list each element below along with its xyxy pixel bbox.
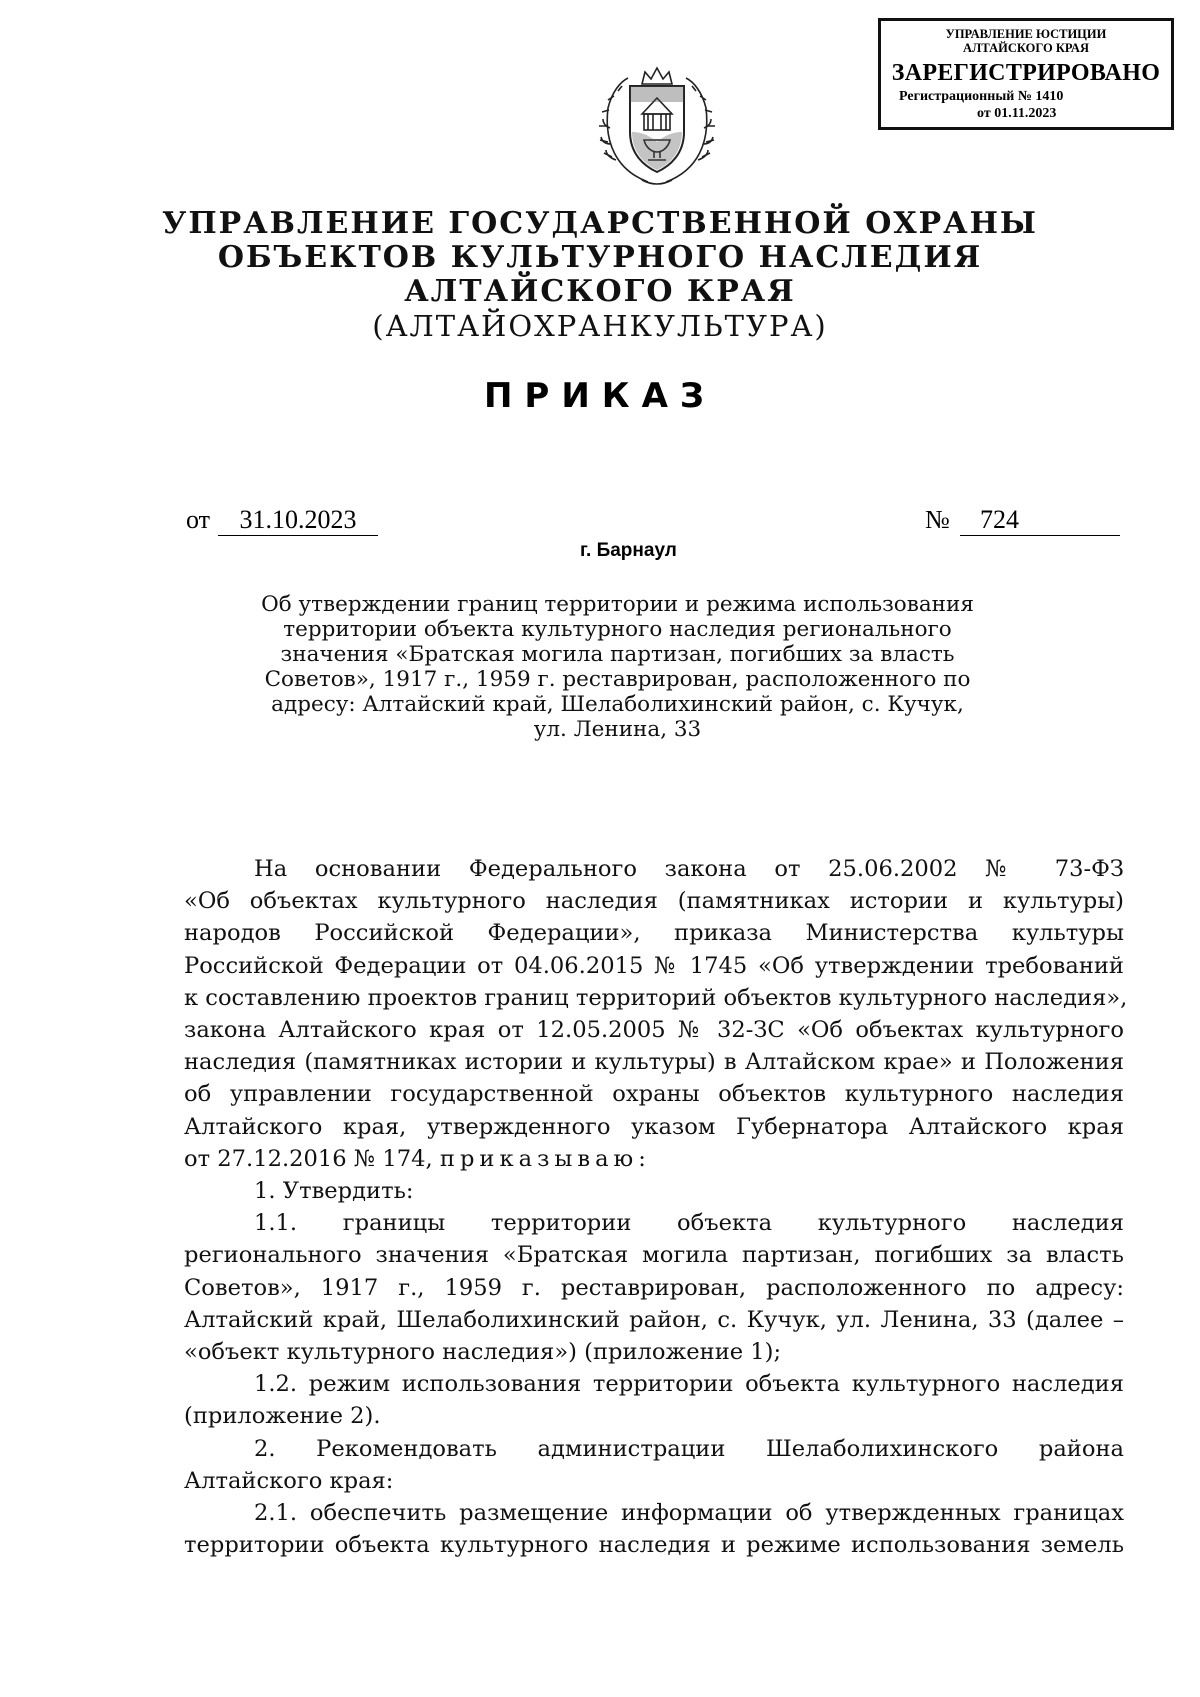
body-line: Алтайского края:: [184, 1467, 394, 1494]
stamp-authority-line2: АЛТАЙСКОГО КРАЯ: [963, 41, 1089, 55]
stamp-authority-line1: УПРАВЛЕНИЕ ЮСТИЦИИ: [945, 27, 1107, 41]
order-number: 724: [960, 505, 1120, 536]
body-line: 2. Рекомендовать администрации Шелаболихинского района: [254, 1435, 1124, 1462]
body-line: [184, 1143, 1124, 1175]
body-line: Алтайского края, утвержденного указом Губернатора Алтайского края: [184, 1113, 1124, 1140]
registration-stamp: [878, 18, 1174, 130]
date-prefix: от: [186, 505, 211, 534]
body-line: 1. Утвердить:: [254, 1178, 414, 1205]
title-line: ул. Ленина, 33: [533, 717, 702, 742]
issue-city: г. Барнаул: [580, 540, 677, 561]
title-line: адресу: Алтайский край, Шелаболихинский район, с. Кучук,: [271, 692, 964, 717]
body-line: регионального значения «Братская могила партизан, погибших за власть: [184, 1242, 1124, 1269]
title-line: Советов», 1917 г., 1959 г. реставрирован, расположенного по: [264, 667, 971, 692]
order-word: приказываю:: [439, 1145, 651, 1172]
document-type-title: ПРИКАЗ: [483, 376, 717, 416]
body-line: На основании Федерального закона от 25.06.2002 № 73-ФЗ: [254, 856, 1124, 882]
stamp-reg-number: Регистрационный № 1410: [899, 89, 1064, 104]
body-line-text: от 27.12.2016 № 174,: [184, 1145, 433, 1172]
agency-name-line1: УПРАВЛЕНИЕ ГОСУДАРСТВЕННОЙ ОХРАНЫ: [162, 206, 1038, 241]
body-line: 2.1. обеспечить размещение информации об утвержденных границах: [254, 1500, 1124, 1527]
body-line: народов Российской Федерации», приказа Министерства культуры: [184, 920, 1124, 947]
body-line: Алтайский край, Шелаболихинский район, с. Кучук, ул. Ленина, 33 (далее –: [184, 1306, 1124, 1333]
body-line: Советов», 1917 г., 1959 г. реставрирован, расположенного по адресу:: [184, 1274, 1124, 1301]
order-date: 31.10.2023: [218, 505, 378, 536]
body-line: к составлению проектов границ территорий объектов культурного наследия»,: [184, 984, 1128, 1011]
body-line: наследия (памятниках истории и культуры) в Алтайском крае» и Положения: [184, 1049, 1124, 1076]
order-body: [184, 853, 1128, 1561]
title-line: территории объекта культурного наследия регионального: [283, 617, 952, 642]
order-title: [200, 592, 1035, 742]
body-line: 1.2. режим использования территории объекта культурного наследия: [254, 1371, 1124, 1398]
body-line: закона Алтайского края от 12.05.2005 № 32-ЗС «Об объектах культурного: [184, 1017, 1124, 1044]
agency-name-line2: ОБЪЕКТОВ КУЛЬТУРНОГО НАСЛЕДИЯ: [217, 240, 983, 275]
body-line: территории объекта культурного наследия и режиме использования земель: [184, 1532, 1124, 1559]
coat-of-arms-icon: [598, 62, 716, 188]
stamp-reg-date: от 01.11.2023: [977, 106, 1057, 121]
agency-short-name: (АЛТАЙОХРАНКУЛЬТУРА): [372, 309, 828, 343]
body-line: Российской Федерации от 04.06.2015 № 1745 «Об утверждении требований: [184, 952, 1124, 979]
body-line: «Об объектах культурного наследия (памятниках истории и культуры): [184, 888, 1124, 915]
body-line: (приложение 2).: [184, 1403, 381, 1430]
title-line: Об утверждении границ территории и режима использования: [261, 592, 974, 617]
body-line: об управлении государственной охраны объектов культурного наследия: [184, 1081, 1124, 1108]
agency-name-line3: АЛТАЙСКОГО КРАЯ: [404, 274, 796, 309]
stamp-status: ЗАРЕГИСТРИРОВАНО: [891, 60, 1161, 86]
body-line: «объект культурного наследия») (приложение 1);: [184, 1339, 782, 1366]
number-prefix: №: [925, 505, 950, 534]
body-line: 1.1. границы территории объекта культурного наследия: [254, 1210, 1124, 1237]
title-line: значения «Братская могила партизан, погибших за власть: [280, 642, 955, 667]
